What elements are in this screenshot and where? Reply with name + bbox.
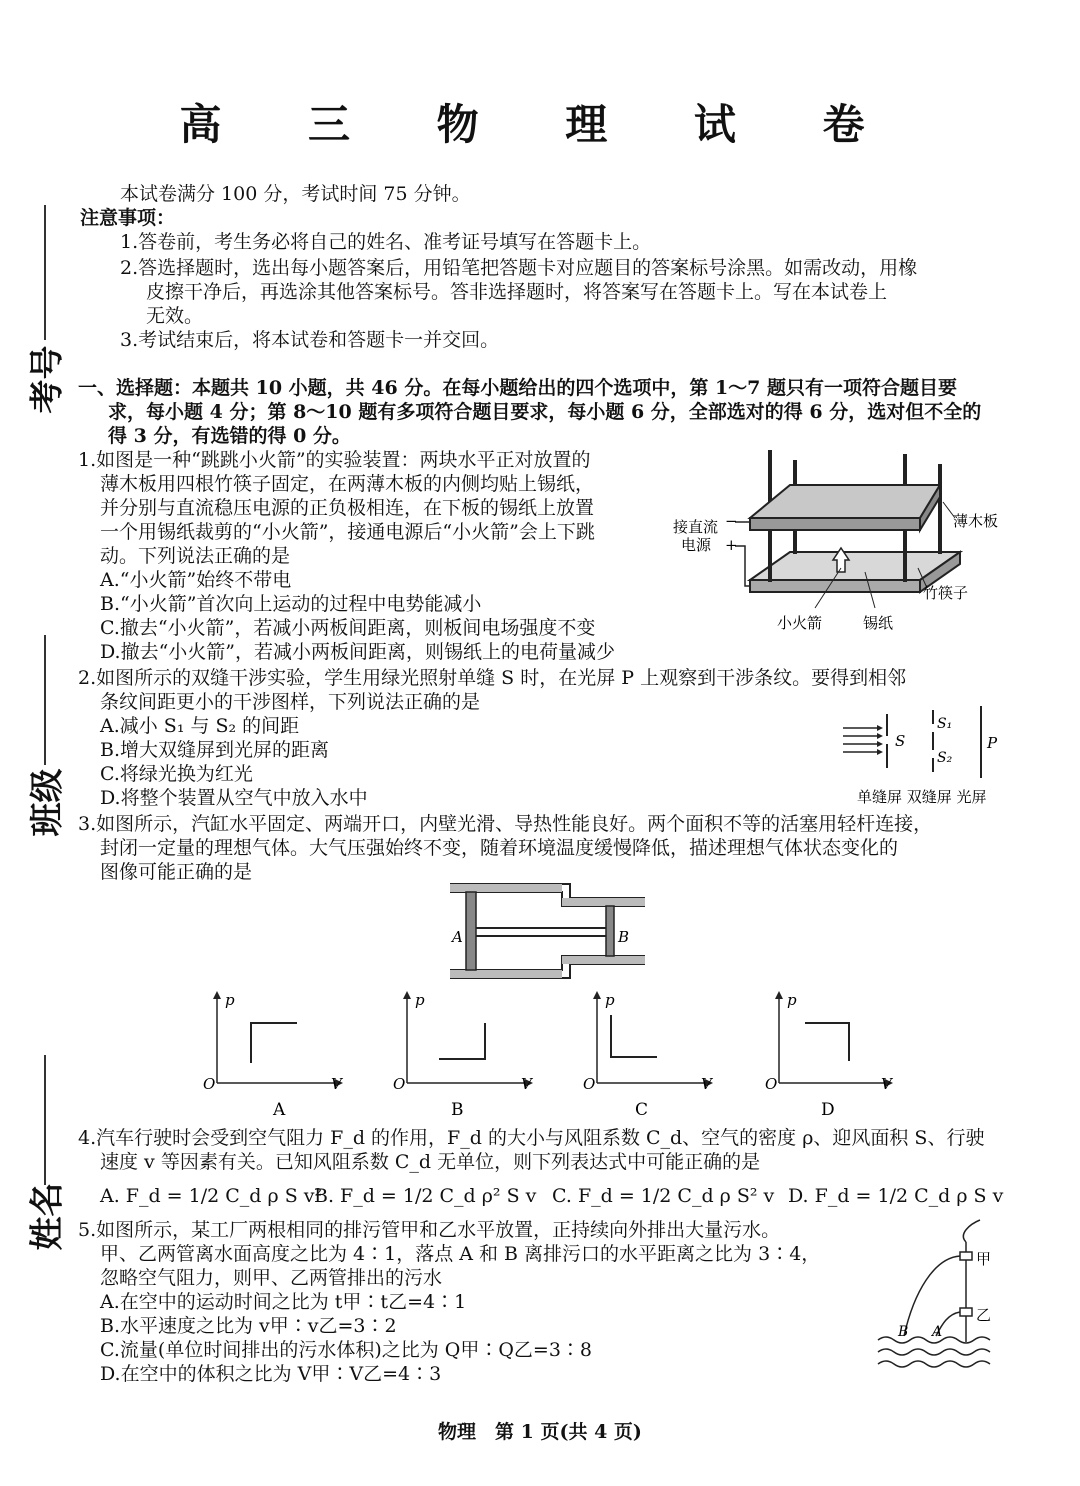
- q4-option-b: B. F_d = 1/2 C_d ρ² S v: [314, 1185, 537, 1207]
- q1-stem: 薄木板用四根竹筷子固定，在两薄木板的内侧均贴上锡纸，: [100, 473, 595, 495]
- double-slit-figure: [835, 706, 1015, 816]
- piston-b-label: B: [618, 928, 630, 946]
- v-axis-label: V: [881, 1075, 892, 1093]
- notice-item-2-cont2: 无效。: [146, 305, 204, 327]
- q5-option-c: C.流量(单位时间排出的污水体积)之比为 Q甲∶Q乙=3∶8: [100, 1339, 593, 1361]
- notice-item-2-cont: 皮擦干净后，再选涂其他答案标号。答非选择题时，将答案写在答题卡上。写在本试卷上: [146, 281, 888, 303]
- graph-b: [393, 991, 534, 1120]
- origin-label: O: [393, 1075, 406, 1093]
- graph-b-label: B: [451, 1100, 464, 1120]
- q3-stem: 3.如图所示，汽缸水平固定、两端开口，内壁光滑、导热性能良好。两个面积不等的活塞用轻杆连接，: [78, 813, 933, 835]
- page-title: 高 三 物 理 试 卷: [179, 100, 901, 149]
- graph-c-label: C: [635, 1100, 649, 1120]
- graph-d-label: D: [821, 1100, 835, 1120]
- q2-option-d: D.将整个装置从空气中放入水中: [100, 787, 368, 809]
- origin-label: O: [765, 1075, 778, 1093]
- point-b-label: B: [898, 1324, 909, 1340]
- rocket-label: 小火箭: [777, 614, 823, 632]
- rocket-apparatus-figure: [665, 440, 1045, 640]
- q2-option-a: A.减小 S₁ 与 S₂ 的间距: [100, 715, 300, 737]
- q4-option-c: C. F_d = 1/2 C_d ρ S² v: [552, 1185, 775, 1207]
- q1-stem: 一个用锡纸裁剪的“小火箭”，接通电源后“小火箭”会上下跳: [100, 521, 595, 543]
- q2-option-c: C.将绿光换为红光: [100, 763, 253, 785]
- section-heading-cont2: 得 3 分，有选错的得 0 分。: [108, 425, 351, 447]
- slit-s-label: S: [895, 732, 906, 750]
- minus-sign: −: [725, 512, 738, 530]
- graph-d: [765, 991, 894, 1120]
- screen-p-label: P: [987, 734, 998, 752]
- q1-option-b: B.“小火箭”首次向上运动的过程中电势能减小: [100, 593, 482, 615]
- intro-text: 本试卷满分 100 分，考试时间 75 分钟。: [120, 183, 471, 205]
- q2-option-b: B.增大双缝屏到光屏的距离: [100, 739, 330, 761]
- chopstick-label: 竹筷子: [923, 584, 969, 602]
- power-label: 接直流: [673, 518, 719, 536]
- notice-item-2: 2.答选择题时，选出每小题答案后，用铅笔把答题卡对应题目的答案标号涂黑。如需改动，用橡: [120, 257, 918, 279]
- graph-a-label: A: [273, 1100, 286, 1120]
- q5-stem: 5.如图所示，某工厂两根相同的排污管甲和乙水平放置，正持续向外排出大量污水。: [78, 1219, 781, 1241]
- notice-item-1: 1.答卷前，考生务必将自己的姓名、准考证号填写在答题卡上。: [120, 231, 652, 253]
- q4-stem: 4.汽车行驶时会受到空气阻力 F_d 的作用，F_d 的大小与风阻系数 C_d、空气的密度 ρ、迎风面积 S、行驶: [78, 1127, 985, 1149]
- pipe-yi-label: 乙: [976, 1306, 992, 1324]
- q2-stem: 2.如图所示的双缝干涉实验，学生用绿光照射单缝 S 时，在光屏 P 上观察到干涉条纹。要得到相邻: [78, 667, 907, 689]
- q3-stem: 图像可能正确的是: [100, 861, 253, 883]
- p-axis-label: p: [225, 991, 235, 1009]
- screens-caption: 单缝屏 双缝屏 光屏: [857, 788, 987, 806]
- slit-s2-label: S₂: [937, 750, 953, 766]
- slit-s1-label: S₁: [937, 716, 953, 732]
- q5-option-b: B.水平速度之比为 v甲∶v乙=3∶2: [100, 1315, 397, 1337]
- cylinder-figure: [440, 880, 680, 985]
- q4-option-a: A. F_d = 1/2 C_d ρ S v²: [100, 1185, 323, 1207]
- foil-label: 锡纸: [863, 614, 894, 632]
- origin-label: O: [583, 1075, 596, 1093]
- graph-a: [203, 991, 344, 1120]
- page-footer: 物理 第 1 页(共 4 页): [438, 1421, 642, 1443]
- section-heading-cont: 求，每小题 4 分；第 8～10 题有多项符合题目要求，每小题 6 分，全部选对的得 6 分，选对但不全的: [108, 401, 982, 423]
- q1-option-c: C.撤去“小火箭”，若减小两板间距离，则板间电场强度不变: [100, 617, 596, 639]
- point-a-label: A: [932, 1324, 943, 1340]
- q1-stem: 动。下列说法正确的是: [100, 545, 291, 567]
- p-axis-label: p: [787, 991, 797, 1009]
- v-axis-label: V: [521, 1075, 532, 1093]
- kaohao-label: 考号: [27, 345, 68, 414]
- banji-label: 班级: [27, 768, 68, 837]
- q5-stem: 甲、乙两管离水面高度之比为 4∶1，落点 A 和 B 离排污口的水平距离之比为 3∶4，: [100, 1243, 821, 1265]
- plus-sign: +: [725, 536, 738, 554]
- p-axis-label: p: [415, 991, 425, 1009]
- xingming-line: [44, 1055, 46, 1185]
- q1-option-a: A.“小火箭”始终不带电: [100, 569, 292, 591]
- banji-line: [44, 635, 46, 765]
- q3-stem: 封闭一定量的理想气体。大气压强始终不变，随着环境温度缓慢降低，描述理想气体状态变化的: [100, 837, 899, 859]
- xingming-label: 姓名: [27, 1182, 68, 1251]
- kaohao-line: [44, 205, 46, 340]
- section-heading: 一、选择题：本题共 10 小题，共 46 分。在每小题给出的四个选项中，第 1～7 题只有一项符合题目要: [78, 377, 958, 399]
- q5-stem: 忽略空气阻力，则甲、乙两管排出的污水: [100, 1267, 443, 1289]
- q1-stem: 1.如图是一种“跳跳小火箭”的实验装置：两块水平正对放置的: [78, 449, 591, 471]
- v-axis-label: V: [701, 1075, 712, 1093]
- q5-option-d: D.在空中的体积之比为 V甲∶V乙=4∶3: [100, 1363, 442, 1385]
- graph-c: [583, 991, 714, 1120]
- p-axis-label: p: [605, 991, 615, 1009]
- notice-heading: 注意事项：: [80, 207, 176, 229]
- v-axis-label: V: [331, 1075, 342, 1093]
- piston-a-label: A: [452, 928, 463, 946]
- q2-stem: 条纹间距更小的干涉图样，下列说法正确的是: [100, 691, 481, 713]
- board-label: 薄木板: [953, 512, 999, 530]
- pipe-jia-label: 甲: [976, 1250, 992, 1268]
- q1-option-d: D.撤去“小火箭”，若减小两板间距离，则锡纸上的电荷量减少: [100, 641, 616, 663]
- power-label-2: 电源: [681, 536, 712, 554]
- drainage-pipes-figure: [874, 1212, 1004, 1377]
- q1-stem: 并分别与直流稳压电源的正负极相连，在下板的锡纸上放置: [100, 497, 595, 519]
- q4-stem: 速度 v 等因素有关。已知风阻系数 C_d 无单位，则下列表达式中可能正确的是: [100, 1151, 761, 1173]
- notice-item-3: 3.考试结束后，将本试卷和答题卡一并交回。: [120, 329, 500, 351]
- pv-graphs: [195, 985, 1065, 1125]
- q5-option-a: A.在空中的运动时间之比为 t甲∶t乙=4∶1: [100, 1291, 467, 1313]
- q4-option-d: D. F_d = 1/2 C_d ρ S v: [788, 1185, 1004, 1207]
- origin-label: O: [203, 1075, 216, 1093]
